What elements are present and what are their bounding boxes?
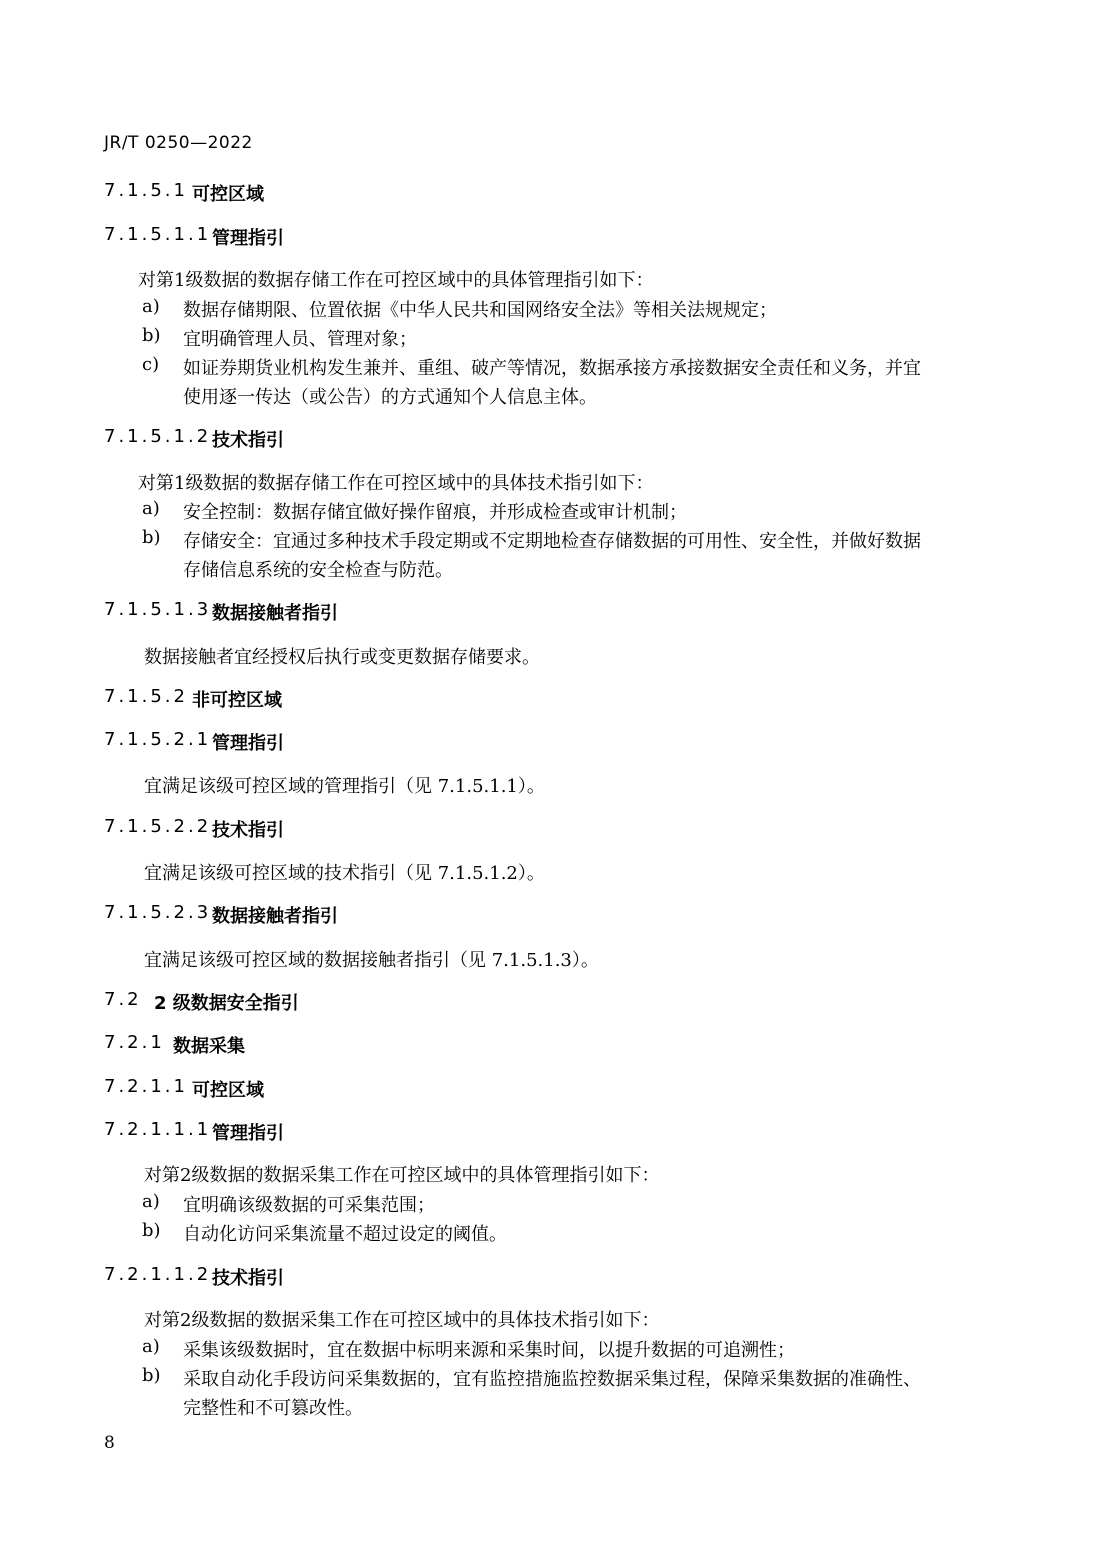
section-number: 7.1.5.1.2 [104, 426, 212, 447]
section-number: 7.2 [104, 989, 142, 1010]
section-title: 技术指引 [212, 1268, 284, 1289]
section-number: 7.2.1 [104, 1032, 165, 1053]
section-title: 可控区域 [192, 1080, 264, 1101]
list-text: 完整性和不可篡改性。 [183, 1398, 363, 1419]
list-text: 存储安全：宜通过多种技术手段定期或不定期地检查存储数据的可用性、安全性，并做好数据 [183, 531, 921, 552]
section-title: 技术指引 [212, 430, 284, 451]
list-marker: b) [142, 1220, 161, 1241]
list-text: 采取自动化手段访问采集数据的，宜有监控措施监控数据采集过程，保障采集数据的准确性、 [183, 1369, 921, 1390]
section-number: 7.2.1.1 [104, 1076, 188, 1097]
list-text: 使用逐一传达（或公告）的方式通知个人信息主体。 [183, 387, 597, 408]
section-title: 数据接触者指引 [212, 906, 338, 927]
paragraph-text: 对第2级数据的数据采集工作在可控区域中的具体管理指引如下： [144, 1165, 660, 1186]
list-text: 自动化访问采集流量不超过设定的阈值。 [183, 1224, 507, 1245]
list-text: 安全控制：数据存储宜做好操作留痕，并形成检查或审计机制； [183, 502, 687, 523]
paragraph-text: 对第1级数据的数据存储工作在可控区域中的具体技术指引如下： [138, 473, 654, 494]
section-title: 数据采集 [173, 1036, 245, 1057]
section-number: 7.1.5.2.3 [104, 902, 212, 923]
paragraph-text: 数据接触者宜经授权后执行或变更数据存储要求。 [144, 647, 540, 668]
section-number: 7.1.5.1.1 [104, 224, 212, 245]
section-number: 7.1.5.2.2 [104, 816, 212, 837]
list-marker: b) [142, 1365, 161, 1386]
document-code: JR/T 0250—2022 [104, 133, 253, 153]
section-title: 数据接触者指引 [212, 603, 338, 624]
section-number: 7.2.1.1.2 [104, 1264, 212, 1285]
list-marker: a) [142, 1336, 160, 1357]
section-number: 7.1.5.1.3 [104, 599, 212, 620]
list-marker: b) [142, 325, 161, 346]
list-text: 宜明确管理人员、管理对象； [183, 329, 417, 350]
list-text: 数据存储期限、位置依据《中华人民共和国网络安全法》等相关法规规定； [183, 300, 777, 321]
section-title: 技术指引 [212, 820, 284, 841]
list-marker: c) [142, 354, 160, 375]
paragraph-text: 对第1级数据的数据存储工作在可控区域中的具体管理指引如下： [138, 270, 654, 291]
section-title: 管理指引 [212, 733, 284, 754]
paragraph-text: 宜满足该级可控区域的技术指引（见 7.1.5.1.2）。 [144, 863, 545, 884]
page-number: 8 [104, 1433, 115, 1453]
section-title: 管理指引 [212, 228, 284, 249]
list-marker: b) [142, 527, 161, 548]
list-text: 存储信息系统的安全检查与防范。 [183, 560, 453, 581]
list-marker: a) [142, 1191, 160, 1212]
section-title: 管理指引 [212, 1123, 284, 1144]
list-text: 如证券期货业机构发生兼并、重组、破产等情况，数据承接方承接数据安全责任和义务，并宜 [183, 358, 921, 379]
section-title: 2 级数据安全指引 [154, 993, 299, 1014]
section-number: 7.1.5.1 [104, 180, 188, 201]
list-marker: a) [142, 498, 160, 519]
list-text: 采集该级数据时，宜在数据中标明来源和采集时间，以提升数据的可追溯性； [183, 1340, 795, 1361]
section-title: 可控区域 [192, 184, 264, 205]
section-number: 7.1.5.2.1 [104, 729, 212, 750]
section-title: 非可控区域 [192, 690, 282, 711]
list-marker: a) [142, 296, 160, 317]
paragraph-text: 宜满足该级可控区域的数据接触者指引（见 7.1.5.1.3）。 [144, 950, 599, 971]
section-number: 7.1.5.2 [104, 686, 188, 707]
list-text: 宜明确该级数据的可采集范围； [183, 1195, 435, 1216]
paragraph-text: 对第2级数据的数据采集工作在可控区域中的具体技术指引如下： [144, 1310, 660, 1331]
section-number: 7.2.1.1.1 [104, 1119, 212, 1140]
paragraph-text: 宜满足该级可控区域的管理指引（见 7.1.5.1.1）。 [144, 776, 545, 797]
